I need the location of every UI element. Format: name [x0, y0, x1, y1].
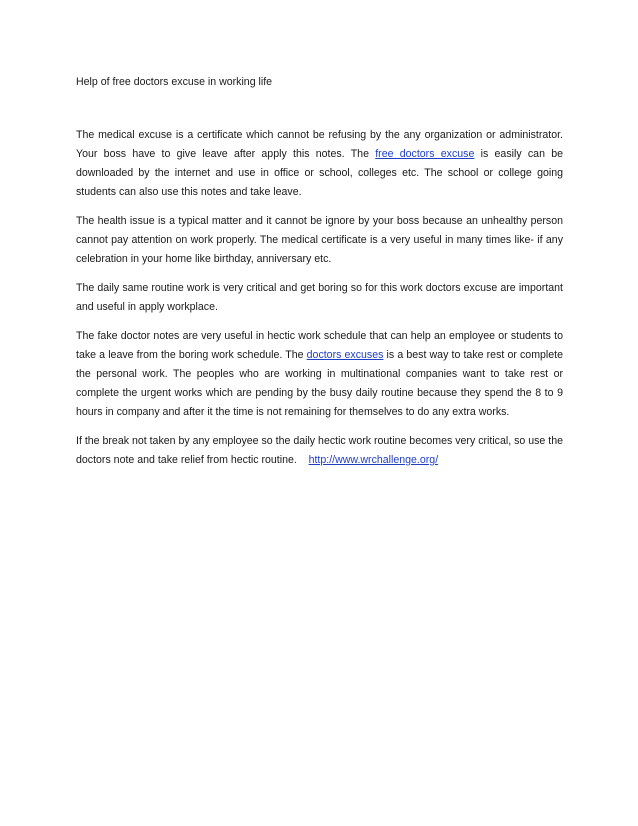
free-doctors-excuse-link[interactable]: free doctors excuse — [375, 148, 475, 160]
paragraph-break — [76, 432, 566, 470]
document-body — [76, 126, 566, 470]
paragraph-fake-doctor-notes — [76, 327, 563, 422]
paragraph-text: The fake doctor notes are very useful in hectic work schedule that can help an employee or students to take a leave from the boring work schedule. The — [76, 330, 563, 361]
paragraph-text: If the break not taken by any employee so the daily hectic work routine becomes very critical, so use the doctors note and take relief from hectic routine. — [76, 435, 566, 466]
document-content — [76, 74, 566, 480]
paragraph-health-issue: The health issue is a typical matter and it cannot be ignore by your boss because an unhealthy person cannot pay attention on work properly. The medical certificate is a very useful in many times like- if any celebration in your home like birthday, anniversary etc. — [76, 215, 563, 265]
doctors-excuses-link[interactable]: doctors excuses — [306, 349, 384, 361]
paragraph-daily-routine: The daily same routine work is very critical and get boring so for this work doctors excuse are important and useful in apply workplace. — [76, 282, 563, 313]
wrchallenge-url-link[interactable]: http://www.wrchallenge.org/ — [308, 454, 439, 466]
paragraph-text: The medical excuse is a certificate which cannot be refusing by the any organization or administrator. Your boss have to give leave after apply this notes. The — [76, 129, 563, 160]
document-title: Help of free doctors excuse in working life — [76, 76, 273, 88]
paragraph-text: is easily can be downloaded by the internet and use in office or school, colleges etc. The school or college going students can also use this notes and take leave. — [76, 148, 564, 198]
paragraph-medical-excuse — [76, 126, 563, 202]
paragraph-text: is a best way to take rest or complete the personal work. The peoples who are working in multinational companies want to take rest or complete the urgent works which are pending by the busy daily routine because they spend the 8 to 9 hours in company and after it the time is not remaining for themselves to do any extra works. — [76, 349, 564, 418]
